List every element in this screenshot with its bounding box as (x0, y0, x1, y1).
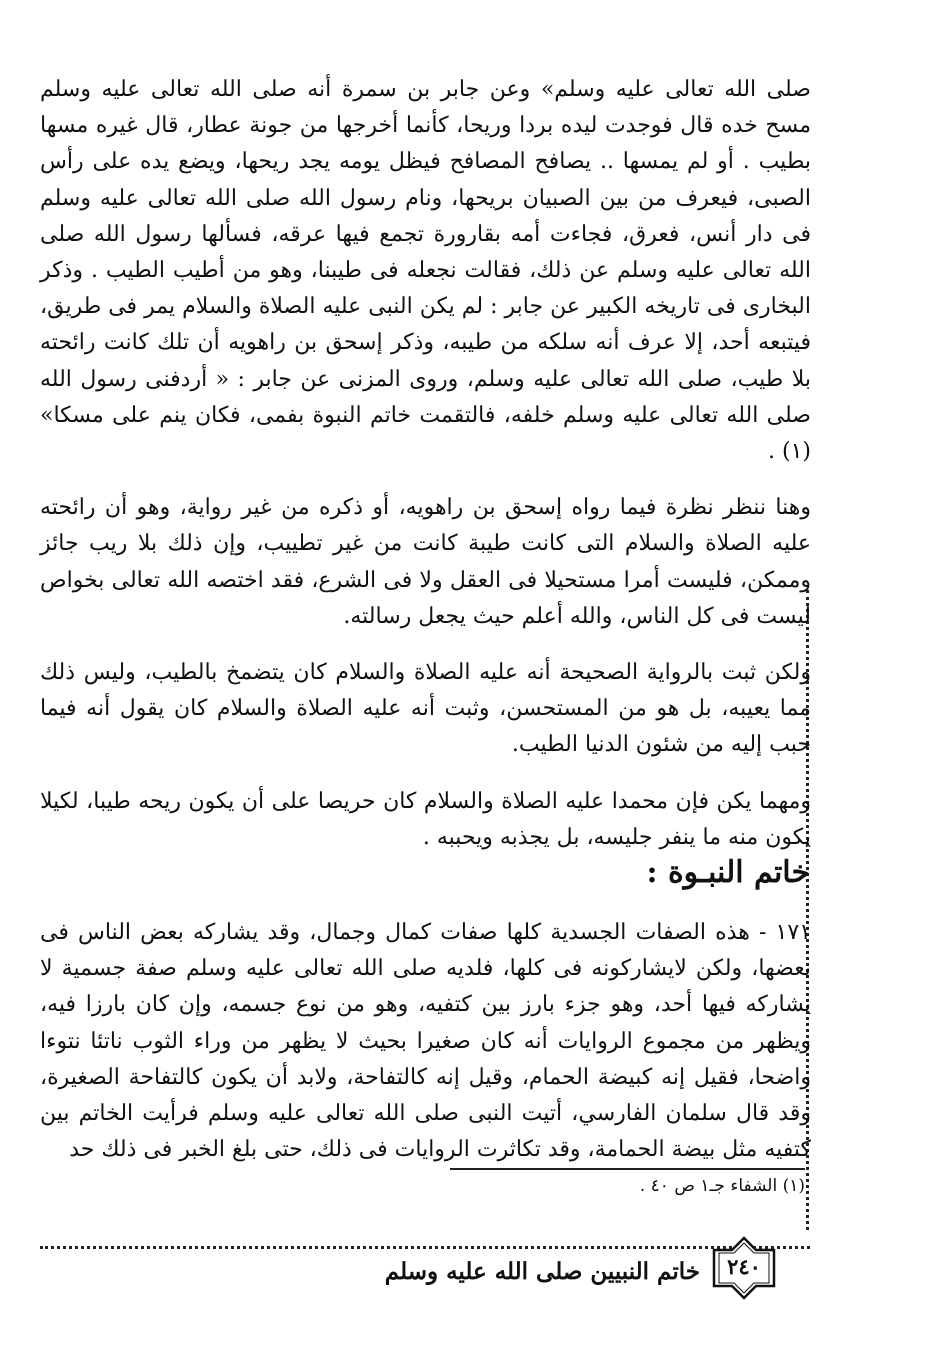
page-number-badge (712, 1236, 776, 1300)
footnote: (١) الشفاء جـ١ ص ٤٠ . (639, 1176, 805, 1196)
running-footer-title: خاتم النبيين صلى الله عليه وسلم (384, 1258, 700, 1285)
body-text (40, 72, 811, 876)
paragraph: وهنا ننظر نظرة فيما رواه إسحق بن راهويه، أو ذكره من غير رواية، وهو أن رائحته عليه الصلاة والسلام التى كانت طيبة كانت من غير تطييب، وإن ذلك بلا ريب جائز وممكن، فليست أمرا مستحيلا فى العقل ولا فى الشرع، فقد اختصه الله تعالى بخواص ليست فى كل الناس، والله أعلم حيث يجعل رسالته. (40, 495, 811, 629)
paragraph-171: ١٧١ - هذه الصفات الجسدية كلها صفات كمال وجمال، وقد يشاركه بعض الناس فى بعضها، ولكن لايشاركونه فى كلها، فلديه صلى الله تعالى عليه وسلم صفة جسمية لا يشاركه فيها أحد، وهو جزء بارز بين كتفيه، وهو من نوع جسمه، وإن كان بارزا فيه، ويظهر من مجموع الروايات أنه كان صغيرا بحيث لا يظهر من وراء الثوب ناتئا نتوءا واضحا، فقيل إنه كبيضة الحمام، وقيل إنه كالتفاحة، ولابد أن يكون كالتفاحة الصغيرة، وقد قال سلمان الفارسي، أتيت النبى صلى الله تعالى عليه وسلم فرأيت الخاتم بين كتفيه مثل بيضة الحمامة، وقد تكاثرت الروايات فى ذلك، حتى بلغ الخبر فى ذلك حد (40, 920, 811, 1163)
paragraph: ومهما يكن فإن محمدا عليه الصلاة والسلام كان حريصا على أن يكون ريحه طيبا، لكيلا يكون منه ما ينفر جليسه، بل يجذبه ويحببه . (40, 788, 811, 850)
paragraph: صلى الله تعالى عليه وسلم» وعن جابر بن سمرة أنه صلى الله تعالى عليه وسلم مسح خده قال فوجدت ليده بردا وريحا، كأنما أخرجها من جونة عطار، قال غيره مسها بطيب . أو لم يمسها .. يصافح المصافح فيظل يومه يجد ريحها، ويضع يده على رأس الصبى، فيعرف من بين الصبيان بريحها، ونام رسول الله صلى الله تعالى عليه وسلم فى دار أنس، فعرق، فجاءت أمه بقارورة تجمع فيها عرقه، فسألها رسول الله صلى الله تعالى عليه وسلم عن ذلك، فقالت نجعله فى طيبنا، وهو من أطيب الطيب . وذكر البخارى فى تاريخه الكبير عن جابر : لم يكن النبى عليه الصلاة والسلام يمر فى طريق، فيتبعه أحد، إلا عرف أنه سلكه من طيبه، وذكر إسحق بن راهويه أن تلك كانت رائحته بلا طيب، صلى الله تعالى عليه وسلم، وروى المزنى عن جابر : « أردفنى رسول الله صلى الله تعالى عليه وسلم خلفه، فالتقمت خاتم النبوة بفمى، فكان ينم على مسكا» (١) . (40, 77, 811, 465)
footnote-divider (450, 1168, 805, 1170)
section-heading: خاتم النبـوة : (646, 855, 810, 890)
page-number: ٢٤٠ (727, 1254, 761, 1279)
paragraph: ولكن ثبت بالرواية الصحيحة أنه عليه الصلاة والسلام كان يتضمخ بالطيب، وليس ذلك مما يعيبه، بل هو من المستحسن، وثبت أنه عليه الصلاة والسلام كان يقول أنه فيما حبب إليه من شئون الدنيا الطيب. (40, 660, 811, 758)
footer-divider (40, 1246, 810, 1249)
